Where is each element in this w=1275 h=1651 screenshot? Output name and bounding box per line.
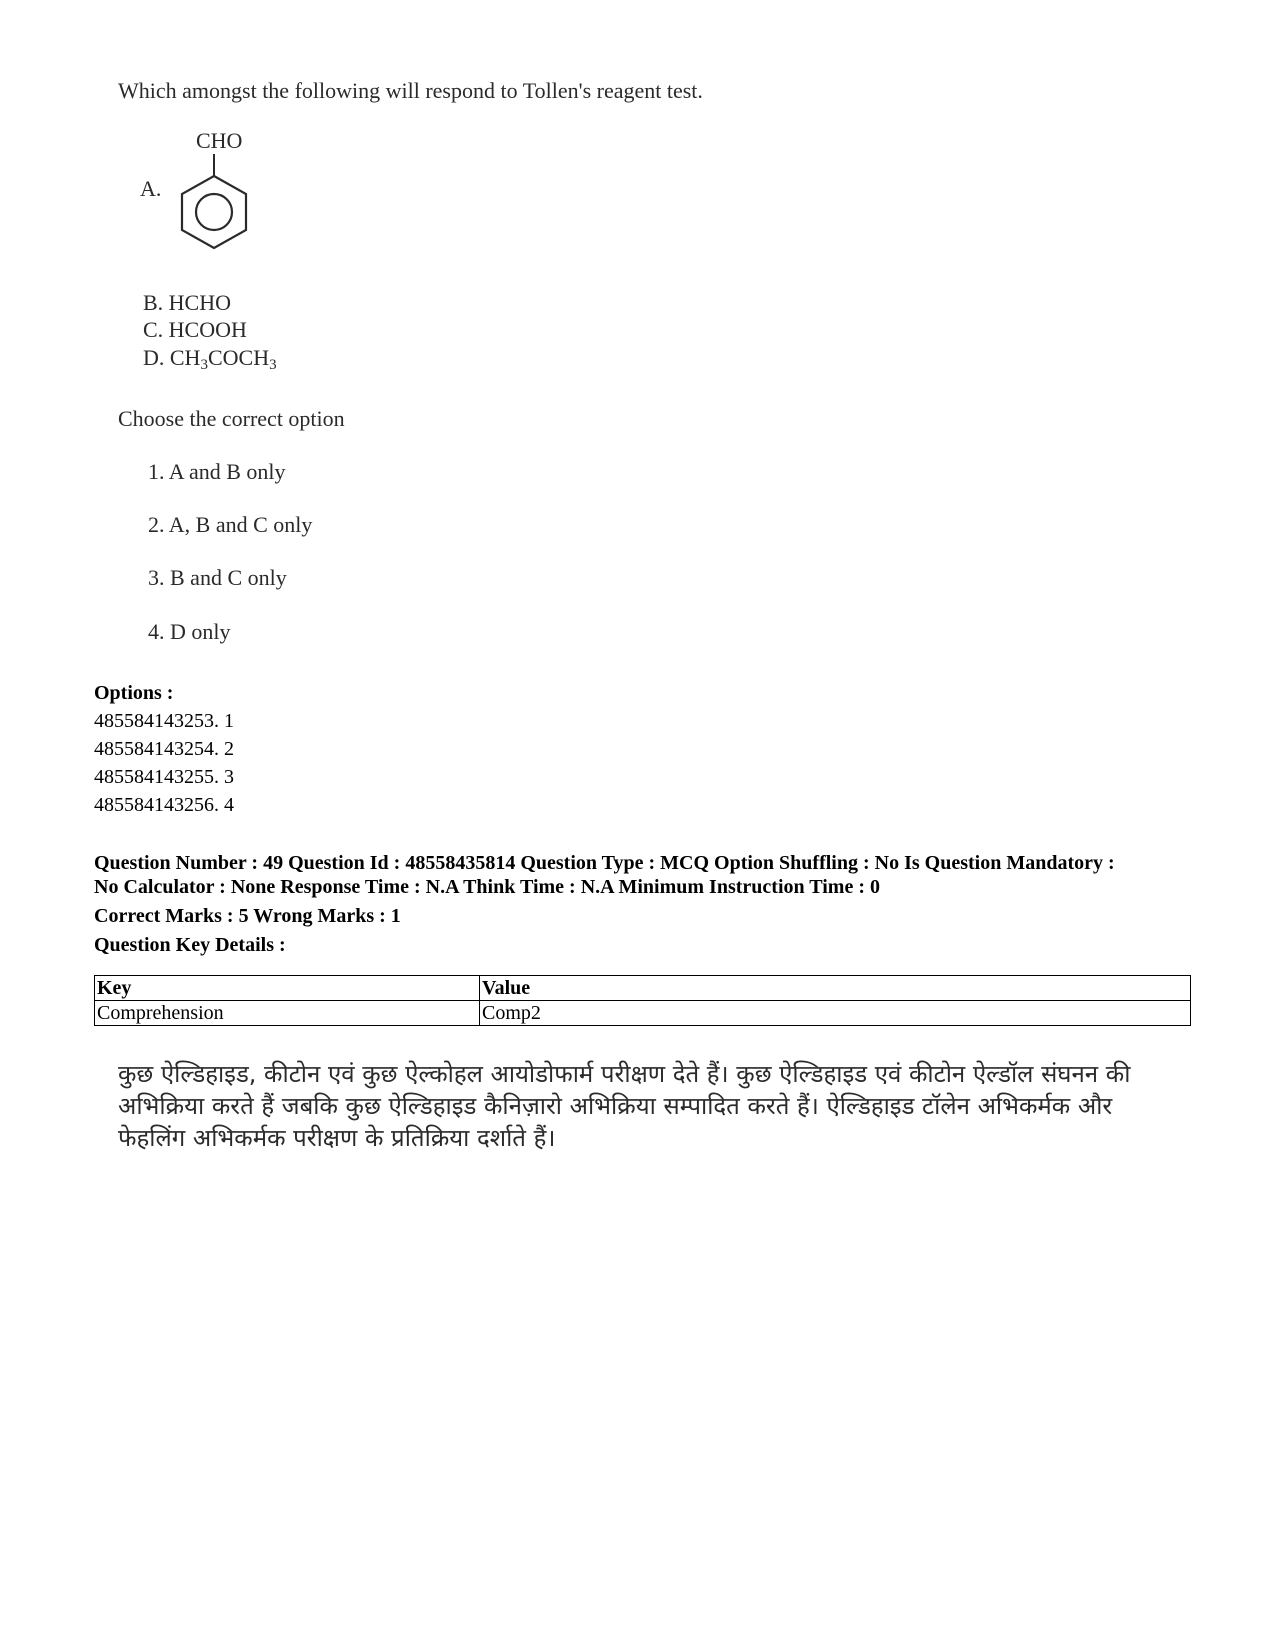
- table-header-value: Value: [480, 976, 1191, 1001]
- table-header-row: [95, 976, 1191, 1001]
- table-header-key: Key: [95, 976, 480, 1001]
- question-text: Which amongst the following will respond to Tollen's reagent test.: [118, 78, 703, 103]
- option-id-item: 485584143254. 2: [94, 738, 234, 760]
- option-d: [143, 345, 277, 371]
- hindi-passage: कुछ ऐल्डिहाइड, कीटोन एवं कुछ ऐल्कोहल आयोडोफार्म परीक्षण देते हैं। कुछ ऐल्डिहाइड एवं कीटोन ऐल्डॉल संघनन की अभिक्रिया करते हैं जबकि कुछ ऐल्डिहाइड कैनिज़ारो अभिक्रिया सम्पादित करते हैं। ऐल्डिहाइड टॉलेन अभिकर्मक और फेहलिंग अभिकर्मक परीक्षण के प्रतिक्रिया दर्शाते हैं।: [118, 1060, 1131, 1152]
- table-cell-key: Comprehension: [95, 1001, 480, 1026]
- answer-choice: 1. A and B only: [148, 459, 286, 484]
- option-c: C. HCOOH: [143, 317, 247, 342]
- answer-choice: 2. A, B and C only: [148, 512, 313, 537]
- benzene-ring: [182, 176, 246, 248]
- answer-choice: 4. D only: [148, 619, 231, 644]
- options-heading: Options :: [94, 682, 174, 704]
- marks-line: Correct Marks : 5 Wrong Marks : 1: [94, 905, 401, 927]
- key-details-heading: Question Key Details :: [94, 934, 286, 956]
- table-cell-value: Comp2: [480, 1001, 1191, 1026]
- cho-group-label: CHO: [196, 128, 243, 153]
- table-row: [95, 1001, 1191, 1026]
- option-d-sub1: 3: [200, 357, 208, 373]
- option-a-label: A.: [140, 176, 162, 201]
- option-id-item: 485584143255. 3: [94, 766, 234, 788]
- choose-option-text: Choose the correct option: [118, 406, 345, 431]
- question-meta-line2: No Calculator : None Response Time : N.A Think Time : N.A Minimum Instruction Time : 0: [94, 876, 880, 898]
- option-id-item: 485584143253. 1: [94, 710, 234, 732]
- option-d-mid: COCH: [207, 345, 270, 370]
- aromatic-circle: [196, 194, 232, 230]
- key-details-table: [94, 975, 1191, 1026]
- benzaldehyde-structure: [140, 126, 280, 266]
- option-id-item: 485584143256. 4: [94, 794, 234, 816]
- option-d-prefix: D. CH: [143, 345, 201, 370]
- option-d-sub2: 3: [269, 357, 277, 373]
- question-meta-line1: Question Number : 49 Question Id : 48558435814 Question Type : MCQ Option Shuffling : No Is Question Mandatory :: [94, 852, 1115, 874]
- option-b: B. HCHO: [143, 290, 232, 315]
- answer-choice: 3. B and C only: [148, 565, 287, 590]
